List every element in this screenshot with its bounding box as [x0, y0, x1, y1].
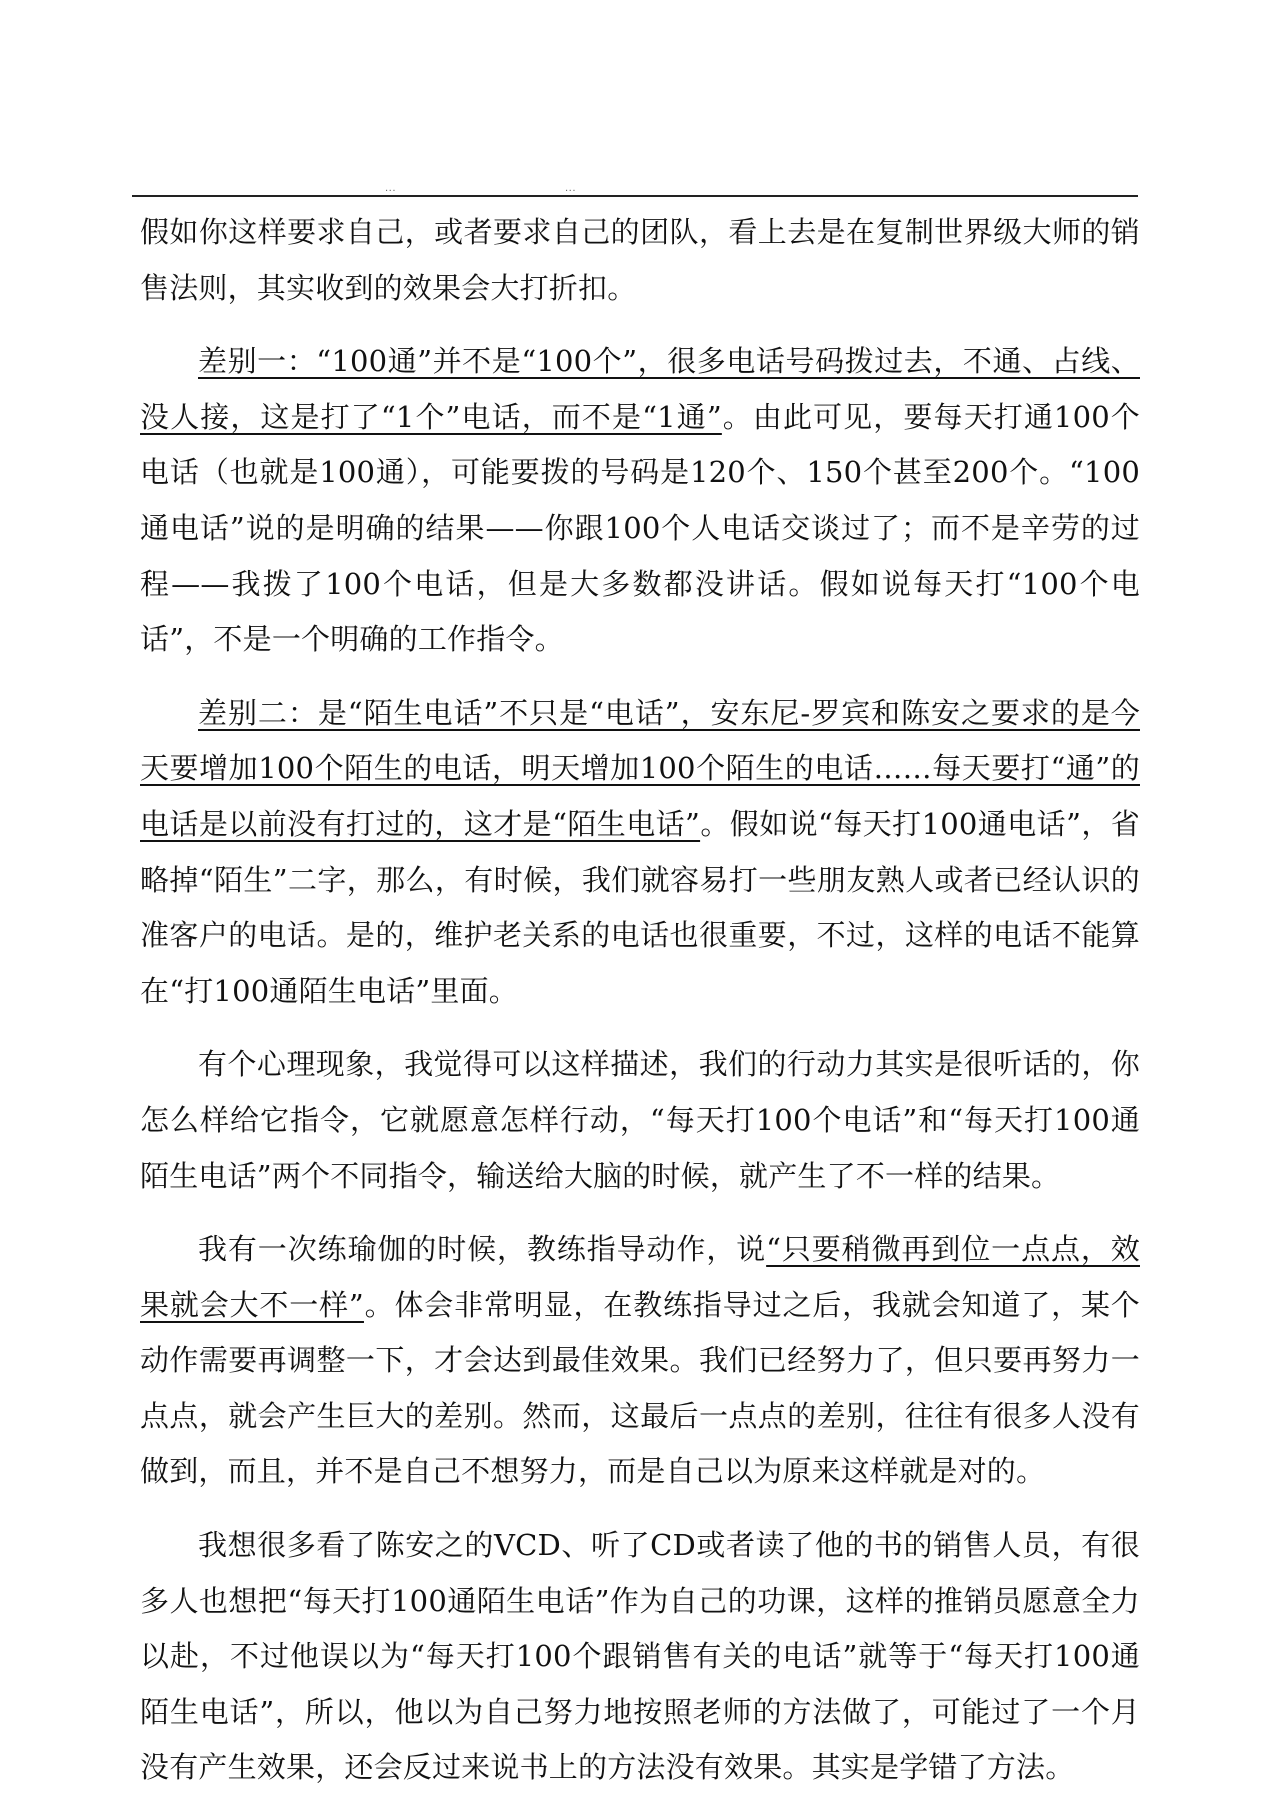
paragraph-yoga	[140, 1222, 1140, 1500]
underlined-segment: 差别一：“100通”并不是“100个”，很多电话号码拨过去，不通、占线、没人接，这是打了“1个”电话，而不是“1通”	[140, 344, 1140, 434]
paragraph-1	[140, 205, 1140, 316]
text-segment: 。由此可见，要每天打通100个电话（也就是100通），可能要拨的号码是120个、150个甚至200个。“100通电话”说的是明确的结果——你跟100个人电话交谈过了；而不是辛劳的过程——我拨了100个电话，但是大多数都没讲话。假如说每天打“100个电话”，不是一个明确的工作指令。	[140, 399, 1140, 657]
paragraph-psychology	[140, 1037, 1140, 1204]
text-segment: 我想很多看了陈安之的VCD、听了CD或者读了他的书的销售人员，有很多人也想把“每天打100通陌生电话”作为自己的功课，这样的推销员愿意全力以赴，不过他误以为“每天打100个跟销售有关的电话”就等于“每天打100通陌生电话”，所以，他以为自己努力地按照老师的方法做了，可能过了一个月没有产生效果，还会反过来说书上的方法没有效果。其实是学错了方法。	[140, 1528, 1140, 1785]
text-segment: 。假如说“每天打100通电话”，省略掉“陌生”二字，那么，有时候，我们就容易打一些朋友熟人或者已经认识的准客户的电话。是的，维护老关系的电话也很重要，不过，这样的电话不能算在“打100通陌生电话”里面。	[140, 806, 1140, 1008]
paragraph-conclusion	[140, 1518, 1140, 1796]
underlined-segment: 差别二：是“陌生电话”不只是“电话”，安东尼-罗宾和陈安之要求的是今天要增加100个陌生的电话，明天增加100个陌生的电话……每天要打“通”的电话是以前没有打过的，这才是“陌生电话”	[140, 695, 1140, 841]
text-segment: 我有一次练瑜伽的时候，教练指导动作，说	[198, 1232, 767, 1267]
text-segment: 假如你这样要求自己，或者要求自己的团队，看上去是在复制世界级大师的销售法则，其实收到的效果会大打折扣。	[140, 215, 1140, 305]
paragraph-difference-two	[140, 686, 1140, 1020]
underlined-segment: “只要稍微再到位一点点，效果就会大不一样”	[140, 1232, 1140, 1322]
text-segment: 有个心理现象，我觉得可以这样描述，我们的行动力其实是很听话的，你怎么样给它指令，它就愿意怎样行动，“每天打100个电话”和“每天打100通陌生电话”两个不同指令，输送给大脑的时候，就产生了不一样的结果。	[140, 1047, 1140, 1193]
header-fragment-right: ...	[565, 183, 577, 194]
header-fragment-left: ...	[385, 183, 397, 194]
text-segment: 。体会非常明显，在教练指导过之后，我就会知道了，某个动作需要再调整一下，才会达到最佳效果。我们已经努力了，但只要再努力一点点，就会产生巨大的差别。然而，这最后一点点的差别，往往有很多人没有做到，而且，并不是自己不想努力，而是自己以为原来这样就是对的。	[140, 1287, 1140, 1489]
document-body	[140, 205, 1140, 1814]
header-rule	[132, 195, 1138, 197]
paragraph-difference-one	[140, 334, 1140, 668]
